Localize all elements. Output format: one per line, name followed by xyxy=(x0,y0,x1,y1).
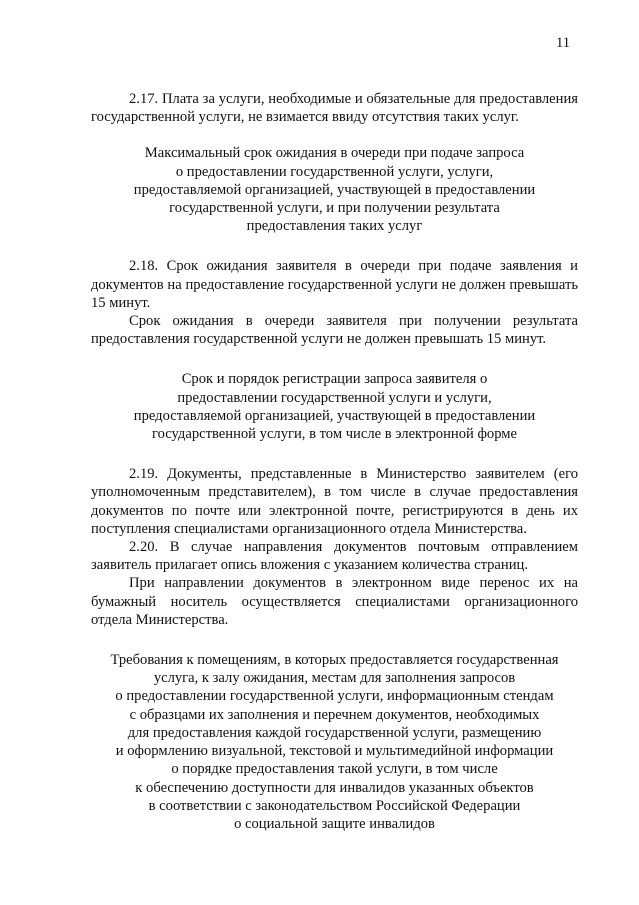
paragraph-2-20: 2.20. В случае направления документов почтовым отправлением заявитель прилагает опись вложения с указанием количества страниц. xyxy=(91,539,578,574)
paragraph-2-18: 2.18. Срок ожидания заявителя в очереди при подаче заявления и документов на предоставление государственной услуги не должен превышать 15 минут. xyxy=(91,258,578,311)
page-number: 11 xyxy=(556,35,571,51)
paragraph-2-20-electronic: При направлении документов в электронном виде перенос их на бумажный носитель осуществляется специалистами организационного отдела Министерства. xyxy=(91,575,578,628)
heading-registration: Срок и порядок регистрации запроса заявителя о предоставлении государственной услуги и услуги, предоставляемой организацией, участвующей в предоставлении государственной услуги, в том числе в электронной форме xyxy=(133,371,536,443)
paragraph-2-18-result: Срок ожидания в очереди заявителя при получении результата предоставления государственной услуги не должен превышать 15 минут. xyxy=(91,313,578,348)
paragraph-2-17: 2.17. Плата за услуги, необходимые и обязательные для предоставления государственной услуги, не взимается ввиду отсутствия таких услуг. xyxy=(91,91,578,126)
document-body xyxy=(91,90,578,833)
heading-premises-requirements: Требования к помещениям, в которых предоставляется государственная услуга, к залу ожидания, местам для заполнения запросов о предоставлении государственной услуги, информационным стендам с образцами их заполнения и перечнем документов, необходимых для предоставления каждой государственной услуги, размещению и оформлению визуальной, текстовой и мультимедийной информации о порядке предоставления такой услуги, в том числе к обеспечению доступности для инвалидов указанных объектов в соответствии с законодательством Российской Федерации о социальной защите инвалидов xyxy=(110,652,559,832)
paragraph-2-19: 2.19. Документы, представленные в Министерство заявителем (его уполномоченным представителем), в том числе в случае предоставления документов по почте или электронной почте, регистрируются в день их поступления специалистами организационного отдела Министерства. xyxy=(91,466,578,537)
heading-waiting-time: Максимальный срок ожидания в очереди при подаче запроса о предоставлении государственной услуги, услуги, предоставляемой организацией, участвующей в предоставлении государственной услуги, и при получении результата предоставления таких услуг xyxy=(133,145,536,235)
